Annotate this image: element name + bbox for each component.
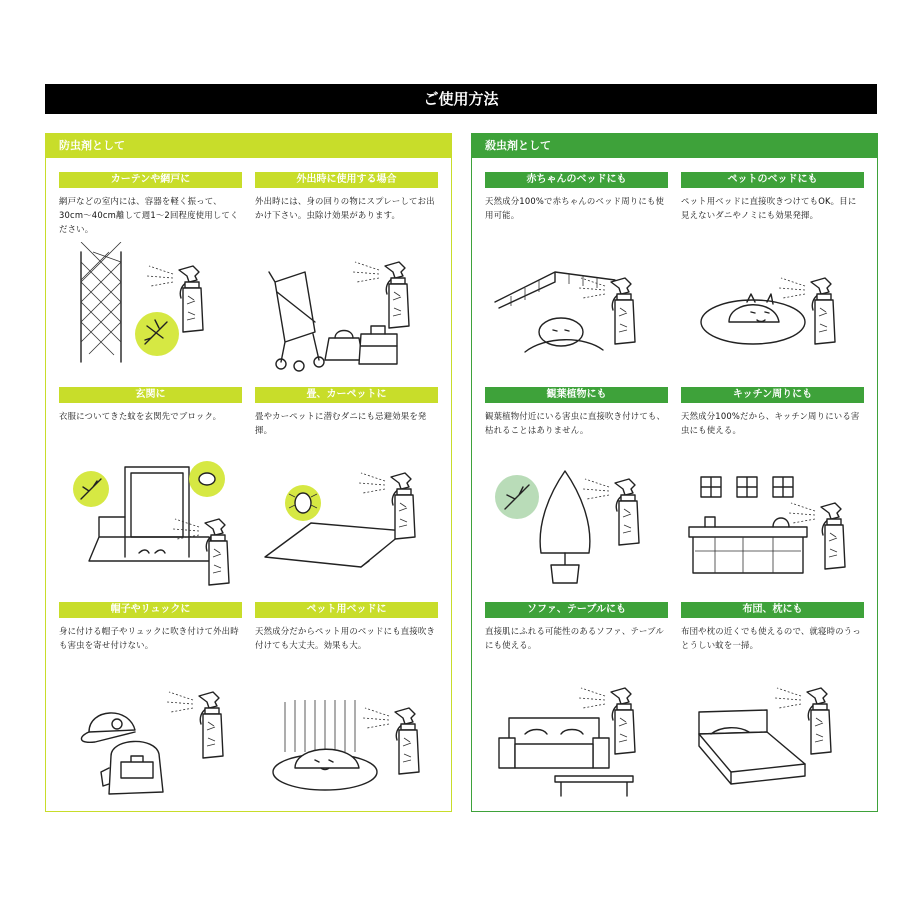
card-title: 帽子やリュックに: [59, 602, 242, 618]
carpet-illustration: [255, 457, 438, 597]
kitchen-illustration: [681, 457, 864, 597]
card-text: 外出時には、身の回りの物にスプレーしてお出かけ下さい。虫除け効果があります。: [255, 196, 435, 220]
card-title: カーテンや網戸に: [59, 172, 242, 188]
card-title: 赤ちゃんのベッドにも: [485, 172, 668, 188]
page-title: ご使用方法: [45, 84, 877, 114]
card-text: 直接肌にふれる可能性のあるソファ、テーブルにも使える。: [485, 626, 664, 650]
card-title: 外出時に使用する場合: [255, 172, 438, 188]
card-text: 天然成分100%だから、キッチン周りにいる害虫にも使える。: [681, 411, 860, 435]
repellent-panel: [45, 133, 452, 812]
baby-bed-illustration: [485, 242, 668, 382]
card-text: 観葉植物付近にいる害虫に直接吹き付けても、枯れることはありません。: [485, 411, 666, 435]
insecticide-panel: [471, 133, 878, 812]
insecticide-panel-title: 殺虫剤として: [472, 134, 877, 158]
usage-card-outing: [255, 172, 438, 387]
repellent-panel-title: 防虫剤として: [46, 134, 451, 158]
card-text: 衣服についてきた蚊を玄関先でブロック。: [59, 411, 222, 421]
card-title: 玄関に: [59, 387, 242, 403]
card-title: ソファ、テーブルにも: [485, 602, 668, 618]
card-title: 布団、枕にも: [681, 602, 864, 618]
card-title: ペット用ベッドに: [255, 602, 438, 618]
usage-card-entrance: [59, 387, 242, 602]
usage-card-baby-bed: [485, 172, 668, 387]
card-text: 畳やカーペットに潜むダニにも忌避効果を発揮。: [255, 411, 427, 435]
plant-illustration: [485, 457, 668, 597]
cat-bed-illustration: [681, 242, 864, 382]
curtain-net-illustration: [59, 242, 242, 382]
usage-card-tatami: [255, 387, 438, 602]
usage-card-hat-backpack: [59, 602, 242, 817]
card-text: 布団や枕の近くでも使えるので、就寝時のうっとうしい蚊を一掃。: [681, 626, 861, 650]
card-text: 身に付ける帽子やリュックに吹き付けて外出時も害虫を寄せ付けない。: [59, 626, 239, 650]
usage-card-pet-bed: [255, 602, 438, 817]
card-text: 天然成分だからペット用のベッドにも直接吹き付けても大丈夫。効果も大。: [255, 626, 436, 650]
usage-card-futon: [681, 602, 864, 817]
sofa-table-illustration: [485, 672, 668, 812]
hat-backpack-illustration: [59, 672, 242, 812]
card-title: キッチン周りにも: [681, 387, 864, 403]
card-text: 網戸などの室内には、容器を軽く振って、30cm〜40cm離して週1〜2回程度使用してください。: [59, 196, 239, 234]
dog-bed-illustration: [255, 672, 438, 812]
entrance-illustration: [59, 457, 242, 597]
card-title: 観葉植物にも: [485, 387, 668, 403]
card-text: 天然成分100%で赤ちゃんのベッド周りにも使用可能。: [485, 196, 665, 220]
usage-card-plants: [485, 387, 668, 602]
usage-card-pet-bed-kill: [681, 172, 864, 387]
usage-card-kitchen: [681, 387, 864, 602]
bed-illustration: [681, 672, 864, 812]
stroller-bags-illustration: [255, 242, 438, 382]
usage-card-curtains: [59, 172, 242, 387]
card-title: 畳、カーペットに: [255, 387, 438, 403]
card-text: ペット用ベッドに直接吹きつけてもOK。目に見えないダニやノミにも効果発揮。: [681, 196, 857, 220]
usage-card-sofa: [485, 602, 668, 817]
card-title: ペットのベッドにも: [681, 172, 864, 188]
